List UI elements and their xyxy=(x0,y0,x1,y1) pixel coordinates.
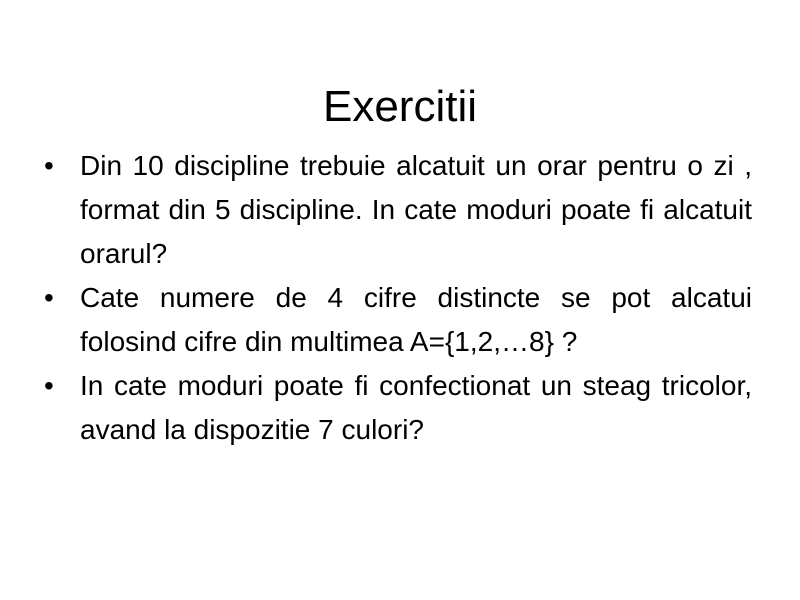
slide-title: Exercitii xyxy=(322,82,478,132)
bullet-icon: • xyxy=(44,370,54,401)
list-item xyxy=(42,364,752,452)
bullet-list xyxy=(42,144,752,452)
list-item xyxy=(42,276,752,364)
bullet-text: Din 10 discipline trebuie alcatuit un orar pentru o zi , format din 5 discipline. In cate moduri poate fi alcatuit orarul? xyxy=(80,150,752,269)
bullet-text: In cate moduri poate fi confectionat un steag tricolor, avand la dispozitie 7 culori? xyxy=(80,370,752,445)
list-item xyxy=(42,144,752,276)
bullet-icon: • xyxy=(44,150,54,181)
bullet-icon: • xyxy=(44,282,54,313)
bullet-text: Cate numere de 4 cifre distincte se pot alcatui folosind cifre din multimea A={1,2,…8} ? xyxy=(80,282,752,357)
